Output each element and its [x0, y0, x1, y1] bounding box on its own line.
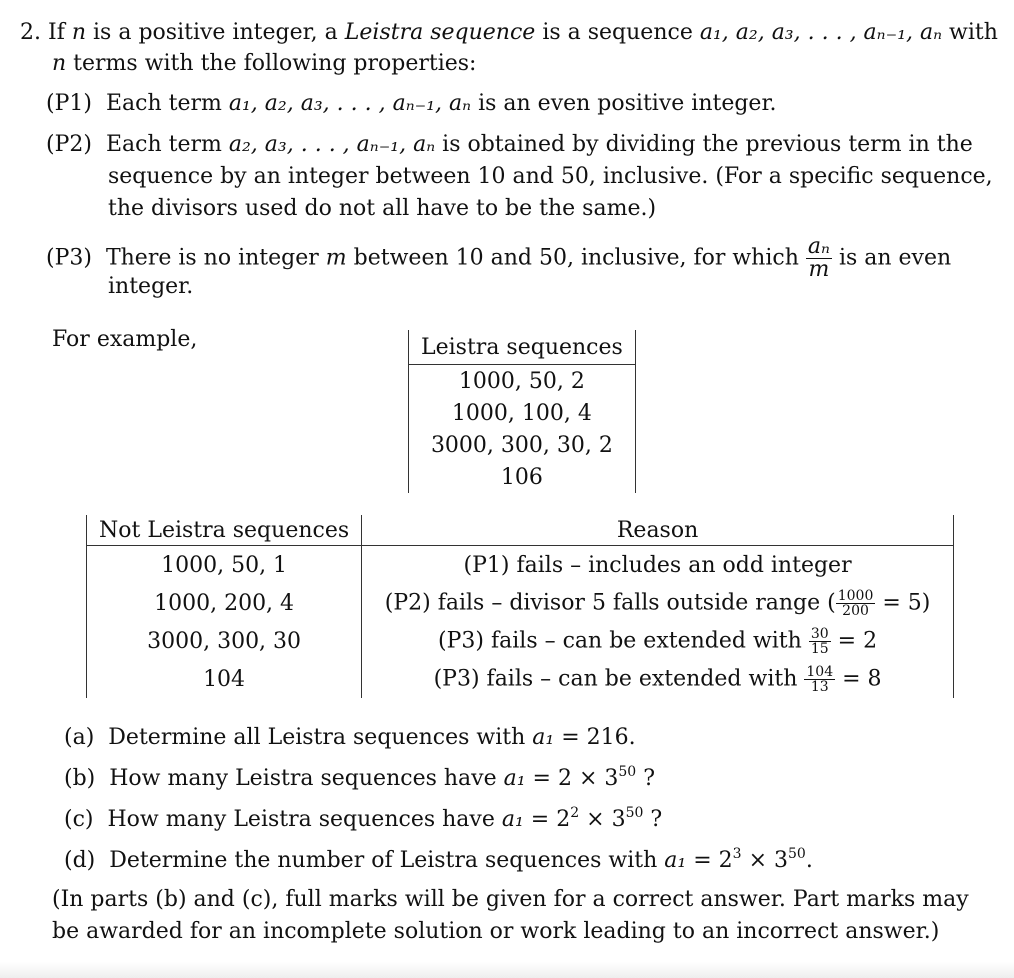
- table-header: Leistra sequences: [409, 330, 636, 365]
- property-p1: (P1) Each term a₁, a₂, a₃, . . . , aₙ₋₁, aₙ is an even positive integer.: [46, 91, 777, 116]
- page-bottom-edge: [0, 962, 1014, 978]
- property-p2-line-2: sequence by an integer between 10 and 50, inclusive. (For a specific sequence,: [108, 164, 993, 189]
- defined-term: Leistra sequence: [344, 20, 536, 45]
- marking-note-line-1: (In parts (b) and (c), full marks will be given for a correct answer. Part marks may: [52, 887, 969, 912]
- fraction: $\frac{30}{15}$: [810, 625, 829, 657]
- part-d: (d) Determine the number of Leistra sequences with $a_1 = 2^3 \times 3^{50}$.: [64, 846, 813, 873]
- problem-number: 2.: [20, 20, 41, 45]
- property-p3: (P3) There is no integer m between 10 and 50, inclusive, for which $\frac{\text{aₙ}}{m}$ is an even: [46, 234, 952, 282]
- marking-note-line-2: be awarded for an incomplete solution or work leading to an incorrect answer.): [52, 919, 940, 944]
- table-row: 1000, 50, 1 (P1) fails – includes an odd integer: [87, 546, 954, 585]
- table-row: 3000, 300, 30 (P3) fails – can be extended with $\frac{30}{15}$ = 2: [87, 622, 954, 660]
- table-row: 106: [409, 461, 636, 493]
- part-c: (c) How many Leistra sequences have $a_1 = 2^2 \times 3^{50}$ ?: [64, 805, 663, 832]
- property-p2-line-3: the divisors used do not all have to be the same.): [108, 196, 657, 221]
- table-header: Not Leistra sequences: [87, 515, 362, 546]
- property-p2: (P2) Each term a₂, a₃, . . . , aₙ₋₁, aₙ is obtained by dividing the previous term in the: [46, 132, 973, 157]
- table-row: 1000, 200, 4 (P2) fails – divisor 5 falls outside range ( $\frac{1000}{200}$ = 5): [87, 584, 954, 622]
- table-row: 104 (P3) fails – can be extended with $\frac{104}{13}$ = 8: [87, 660, 954, 698]
- problem-intro-line-2: n terms with the following properties:: [52, 51, 477, 76]
- fraction: $\frac{1000}{200}$: [837, 587, 874, 619]
- part-a: (a) Determine all Leistra sequences with a₁ = 216.: [64, 725, 636, 750]
- table-header: Reason: [362, 515, 954, 546]
- leistra-examples-table: [408, 330, 636, 493]
- problem-intro-line-1: 2. If n is a positive integer, a Leistra sequence is a sequence a₁, a₂, a₃, . . . , aₙ₋₁, aₙ with: [20, 20, 998, 45]
- table-row: 3000, 300, 30, 2: [409, 429, 636, 461]
- table-row: 1000, 50, 2: [409, 365, 636, 398]
- example-label: For example,: [52, 327, 198, 352]
- table-row: 1000, 100, 4: [409, 397, 636, 429]
- fraction: $\frac{104}{13}$: [806, 663, 834, 695]
- part-b: (b) How many Leistra sequences have $a_1 = 2 \times 3^{50}$ ?: [64, 764, 656, 791]
- property-p3-line-2: integer.: [108, 274, 194, 299]
- an-over-m-fraction: $\frac{\text{aₙ}}{m}$: [807, 234, 830, 282]
- not-leistra-table: [86, 515, 954, 698]
